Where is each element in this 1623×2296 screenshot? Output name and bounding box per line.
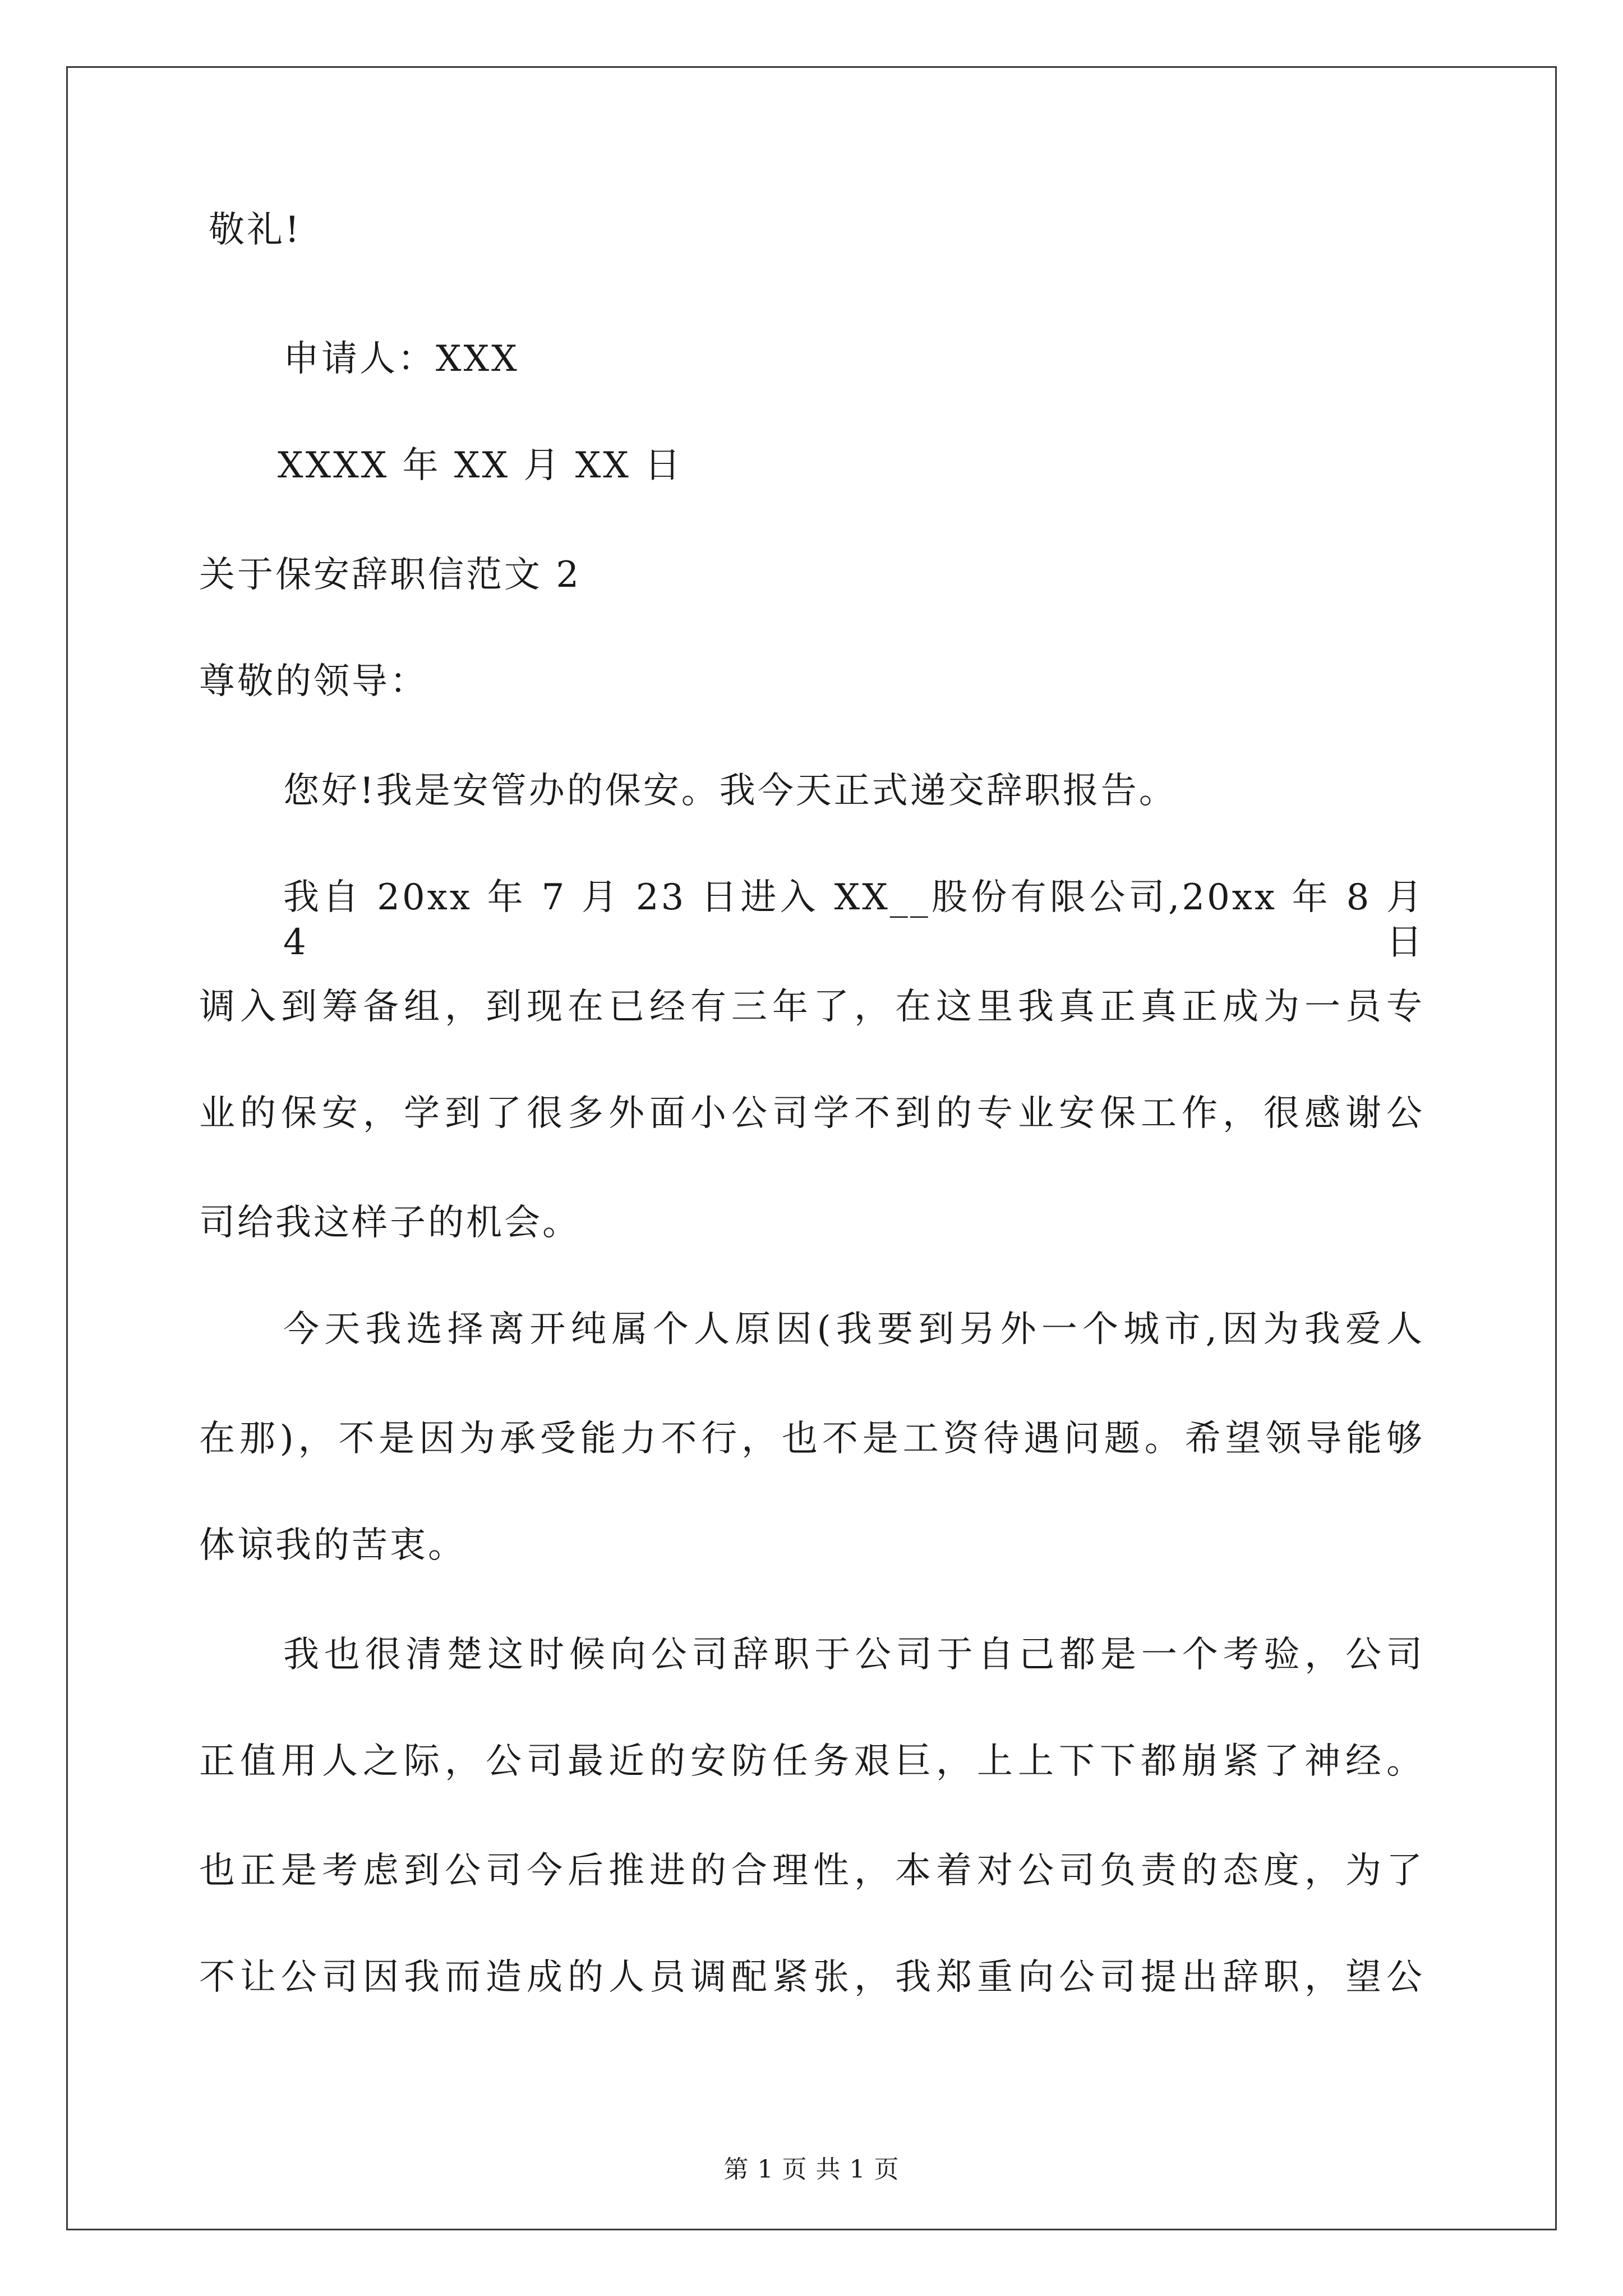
paragraph-4-line-1: 我也很清楚这时候向公司辞职于公司于自己都是一个考验，公司 xyxy=(283,1634,1424,1676)
closing-line: 敬礼! xyxy=(209,209,302,251)
paragraph-2-line-4: 司给我这样子的机会。 xyxy=(199,1202,580,1244)
paragraph-1-line-1: 您好!我是安管办的保安。我今天正式递交辞职报告。 xyxy=(283,770,1177,812)
paragraph-2-line-1: 我自 20xx 年 7 月 23 日进入 XX__股份有限公司,20xx 年 8 月 4 日 xyxy=(283,877,1424,963)
date-line: XXXX 年 XX 月 XX 日 xyxy=(278,445,683,486)
paragraph-4-line-3: 也正是考虑到公司今后推进的合理性，本着对公司负责的态度，为了 xyxy=(199,1850,1424,1892)
applicant-line: 申请人：XXX xyxy=(283,338,519,380)
paragraph-3-line-2: 在那)，不是因为承受能力不行，也不是工资待遇问题。希望领导能够 xyxy=(199,1418,1424,1460)
salutation: 尊敬的领导： xyxy=(199,661,428,702)
paragraph-3-line-3: 体谅我的苦衷。 xyxy=(199,1525,466,1566)
paragraph-2-line-3: 业的保安，学到了很多外面小公司学不到的专业安保工作，很感谢公 xyxy=(199,1093,1424,1134)
page-indicator: 第 1 页 共 1 页 xyxy=(723,2155,900,2184)
paragraph-3-line-1: 今天我选择离开纯属个人原因(我要到另外一个城市,因为我爱人 xyxy=(283,1309,1424,1350)
page-border xyxy=(66,66,1557,2230)
paragraph-4-line-2: 正值用人之际，公司最近的安防任务艰巨，上上下下都崩紧了神经。 xyxy=(199,1741,1424,1782)
paragraph-4-line-4: 不让公司因我而造成的人员调配紧张，我郑重向公司提出辞职，望公 xyxy=(199,1957,1424,1998)
paragraph-2-line-2: 调入到筹备组，到现在已经有三年了，在这里我真正真正成为一员专 xyxy=(199,986,1424,1028)
section-title: 关于保安辞职信范文 2 xyxy=(199,554,582,596)
